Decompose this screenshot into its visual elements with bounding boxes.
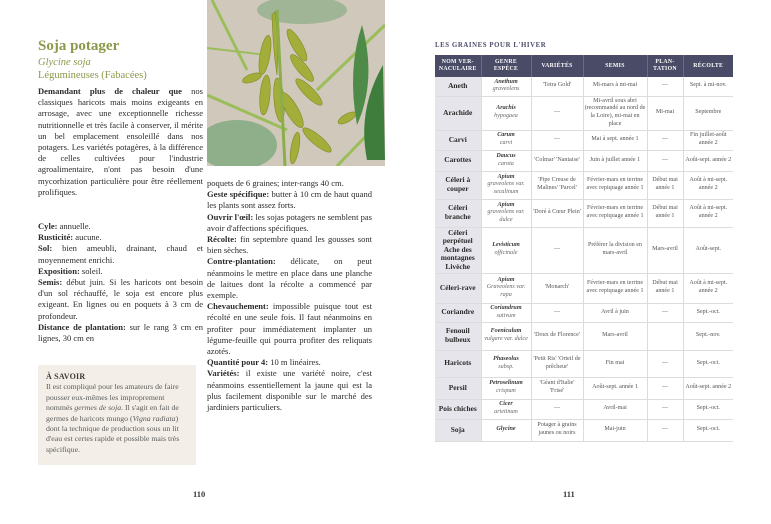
header-recolte: RÉCOLTE: [683, 55, 733, 77]
spec-semis: [38, 277, 203, 322]
cell-semis: Juin à juillet année 1: [583, 150, 647, 171]
cell-species: arietinum: [494, 409, 518, 415]
cell-genus: Arachis: [496, 105, 516, 112]
intro-body: nos classiques haricots mais moins exigeants en arrosage, avec une exceptionnelle richesse nutritionnelle et très facile à conserver, il mérite un bel emplacement ensoleillé dans nos potagers. Les variétés potagères, à la différence de celles cultivées pour l'industrie agroalimentaire, n'ont pas besoin d'une mycorhization particulière pour être réellement prolifiques.: [38, 86, 203, 197]
header-plantation: PLAN-TATION: [647, 55, 683, 77]
a-savoir-italic: Vigna radiata: [132, 413, 176, 423]
cell-name: Céleri perpétuel Ache des montagnes Livèche: [435, 227, 481, 273]
intro-paragraph: [38, 86, 203, 198]
cell-semis: Avril à juin: [583, 303, 647, 322]
cell-species: carota: [498, 160, 514, 167]
cell-name: Céleri-rave: [435, 273, 481, 303]
cell-genre-espece: [481, 303, 531, 322]
spec-label: Cyle:: [38, 221, 58, 231]
cell-genre-espece: [481, 377, 531, 399]
cell-genus: Levisticum: [492, 242, 520, 249]
cell-name: Haricots: [435, 350, 481, 377]
cell-genre-espece: [481, 350, 531, 377]
cell-varietes: —: [531, 96, 583, 130]
a-savoir-text: [46, 382, 188, 455]
cell-species: graveolens: [492, 86, 520, 93]
cell-species: sativum: [496, 312, 516, 319]
cell-plantation: [647, 322, 683, 350]
table-row: [435, 150, 733, 171]
cell-genre-espece: [481, 77, 531, 96]
cell-name: Céleri à couper: [435, 171, 481, 199]
spec-value: début juin. Si les haricots ont besoin d'un sol réchauffé, le soja est encore plus exigeant. En lignes ou en poquets à 3 cm de profondeur.: [38, 277, 203, 321]
table-body: [435, 77, 733, 441]
cell-semis: Mai-juin: [583, 419, 647, 441]
cell-semis: Août-sept. année 1: [583, 377, 647, 399]
spec-rusticite: [38, 232, 203, 243]
cell-plantation: Début mai année 1: [647, 171, 683, 199]
cell-name: Persil: [435, 377, 481, 399]
spec-varietes: [207, 368, 372, 413]
cell-semis: Mi-mars à mi-mai: [583, 77, 647, 96]
table-row: [435, 303, 733, 322]
cell-genus: Coriandrum: [490, 304, 522, 311]
cell-plantation: —: [647, 303, 683, 322]
cell-recolte: Septembre: [683, 96, 733, 130]
cell-recolte: Sept.-oct.: [683, 419, 733, 441]
a-savoir-box: [38, 365, 196, 465]
cell-plantation: Mars-avril: [647, 227, 683, 273]
cell-genre-espece: [481, 199, 531, 227]
cell-recolte: Sept.-oct.: [683, 303, 733, 322]
cell-name: Arachide: [435, 96, 481, 130]
table-row: [435, 171, 733, 199]
cell-genus: Apium: [497, 276, 515, 283]
cell-plantation: —: [647, 399, 683, 419]
cell-species: graveolens var. dulce: [487, 209, 525, 223]
header-varietes: VARIÉTÉS: [531, 55, 583, 77]
spec-chevauchement: [207, 301, 372, 357]
spec-geste: [207, 189, 372, 211]
spec-value: délicate, on peut néanmoins le mettre en place dans une planche de laitues dont la récolte a commencé par exemple.: [207, 256, 372, 301]
table-row: [435, 199, 733, 227]
header-nom-vernaculaire: NOM VER-NACULAIRE: [435, 55, 481, 77]
header-semis: SEMIS: [583, 55, 647, 77]
plant-title-block: [38, 38, 203, 82]
cell-genre-espece: [481, 419, 531, 441]
cell-genre-espece: [481, 96, 531, 130]
page-number-right: 111: [563, 489, 575, 499]
cell-genre-espece: [481, 227, 531, 273]
spec-label: Contre-plantation:: [207, 256, 276, 267]
cell-recolte: Août-sept. année 2: [683, 150, 733, 171]
cell-name: Soja: [435, 419, 481, 441]
cell-recolte: Août à mi-sept. année 2: [683, 199, 733, 227]
spec-label: Sol:: [38, 243, 53, 254]
cell-genre-espece: [481, 130, 531, 150]
table-row: [435, 322, 733, 350]
spec-distance: [38, 322, 203, 344]
a-savoir-italic: germes de soja: [74, 403, 122, 413]
table-row: [435, 399, 733, 419]
seeds-table: [435, 55, 733, 442]
spec-cycle: [38, 221, 203, 232]
soybean-photo: [207, 0, 385, 166]
spec-value: 10 m linéaires.: [268, 357, 321, 368]
cell-recolte: Août à mi-sept. année 2: [683, 171, 733, 199]
page-title: Soja potager: [38, 38, 120, 54]
cell-genus: Apium: [497, 173, 515, 180]
cell-varietes: —: [531, 303, 583, 322]
table-row: [435, 350, 733, 377]
spec-value: fin septembre quand les gousses sont bien sèches.: [207, 234, 372, 256]
intro-lead: Demandant plus de chaleur que: [38, 86, 182, 96]
spec-ouvrir-oeil: [207, 212, 372, 234]
spec-value: les sojas potagers ne semblent pas avoir d'affections spécifiques.: [207, 211, 372, 233]
cell-genus: Cicer: [499, 401, 513, 408]
cell-name: Fenouil bulbeux: [435, 322, 481, 350]
spec-value: impossible puisque tout est récolté en une seule fois. Il faut néanmoins en profiter pour immédiatement implanter un légume-feuille qui pourra profiter des reliquats azotés.: [207, 301, 372, 357]
spec-value: butter à 10 cm de haut quand les plants sont assez forts.: [207, 189, 372, 211]
page-number-left: 110: [193, 489, 206, 499]
cell-name: Carvi: [435, 130, 481, 150]
cell-semis: Mai à sept. année 1: [583, 130, 647, 150]
cell-plantation: —: [647, 130, 683, 150]
cell-species: graveolens var. secalinum: [487, 181, 525, 195]
cell-varietes: —: [531, 227, 583, 273]
cell-genre-espece: [481, 399, 531, 419]
cell-semis: Mi-avril sous abri (recommandé au nord de la Loire), mi-mai en place: [583, 96, 647, 130]
cell-name: Coriandre: [435, 303, 481, 322]
cell-plantation: Mi-mai: [647, 96, 683, 130]
spec-recolte: [207, 234, 372, 256]
spec-value: bien ameubli, drainant, chaud et moyennement enrichi.: [38, 243, 203, 265]
table-row: [435, 77, 733, 96]
cell-varietes: —: [531, 399, 583, 419]
cell-genus: Foeniculum: [490, 328, 522, 335]
spec-quantite: [207, 357, 372, 368]
latin-name: Glycine soja: [38, 57, 91, 68]
specs-column-2: [207, 178, 372, 413]
cell-genus: Daucus: [496, 152, 516, 159]
cell-species: Graveolens var. rapa: [486, 284, 526, 298]
cell-genre-espece: [481, 273, 531, 303]
cell-species: hypogaea: [494, 113, 518, 119]
section-title: LES GRAINES POUR L'HIVER: [435, 42, 547, 49]
cell-genus: Glycine: [496, 426, 516, 433]
cell-plantation: —: [647, 419, 683, 441]
spec-label: Distance de plantation:: [38, 321, 126, 332]
spec-value: aucune.: [73, 232, 102, 243]
spec-exposition: [38, 266, 203, 277]
cell-varietes: 'Monarch': [531, 273, 583, 303]
cell-varietes: 'Doux de Florence': [531, 322, 583, 350]
table-row: [435, 377, 733, 399]
cell-recolte: Août-sept.: [683, 227, 733, 273]
spec-value: soleil.: [79, 265, 103, 276]
cell-plantation: Début mai année 1: [647, 199, 683, 227]
spec-sol: [38, 243, 203, 265]
table-row: [435, 419, 733, 441]
spec-label: Exposition:: [38, 265, 80, 276]
cell-varietes: 'Doré à Cœur Plein': [531, 199, 583, 227]
cell-species: subsp.: [498, 363, 514, 370]
cell-genre-espece: [481, 171, 531, 199]
spec-label: Variétés:: [207, 368, 240, 379]
specs-column-1: [38, 221, 203, 344]
table-row: [435, 130, 733, 150]
spec-label: Rusticité:: [38, 232, 74, 243]
spec-label: Récolte:: [207, 234, 237, 245]
cell-genus: Apium: [497, 201, 515, 208]
table-header-row: [435, 55, 733, 77]
cell-genus: Phaseolus: [493, 355, 519, 362]
spec-label: Quantité pour 4:: [207, 357, 269, 368]
a-savoir-title: À SAVOIR: [46, 372, 86, 381]
spec-label: Semis:: [38, 277, 63, 288]
table-row: [435, 96, 733, 130]
spec-label: Chevauchement:: [207, 301, 269, 312]
cell-recolte: Sept.-oct.: [683, 399, 733, 419]
cell-name: Aneth: [435, 77, 481, 96]
left-page: [0, 0, 385, 524]
table-row: [435, 273, 733, 303]
cell-recolte: Sept.-oct.: [683, 350, 733, 377]
header-genre-espece: GENRE ESPÈCE: [481, 55, 531, 77]
cell-plantation: Début mai année 1: [647, 273, 683, 303]
a-savoir-text-part: Il est compliqué pour les amateurs de faire pousser eux-mêmes les improprement nommés: [46, 382, 179, 413]
cell-name: Pois chiches: [435, 399, 481, 419]
cell-genre-espece: [481, 322, 531, 350]
cell-recolte: Août-sept. année 2: [683, 377, 733, 399]
cell-recolte: Sept.-nov.: [683, 322, 733, 350]
spec-distance-continued: poquets de 6 graines; inter-rangs 40 cm.: [207, 178, 344, 188]
plant-family: Légumineuses (Fabacées): [38, 70, 147, 81]
cell-species: officinale: [494, 250, 518, 256]
spec-contre-plantation: [207, 256, 372, 301]
a-savoir-text-part: . Il s'agit en fait de germes de haricots mungo (: [46, 403, 179, 423]
cell-semis: Mars-avril: [583, 322, 647, 350]
cell-varietes: 'Pipe Creuse de Malines' 'Parcel': [531, 171, 583, 199]
spec-value: annuelle.: [57, 221, 91, 231]
cell-genus: Carum: [497, 132, 515, 139]
spec-label: Ouvrir l'œil:: [207, 211, 254, 222]
cell-semis: Février-mars en terrine avec repiquage année 1: [583, 199, 647, 227]
cell-plantation: —: [647, 350, 683, 377]
soybean-pods-image: [207, 0, 385, 166]
cell-species: carvi: [499, 140, 513, 146]
spec-label: Geste spécifique:: [207, 189, 270, 200]
cell-semis: Février-mars en terrine avec repiquage année 1: [583, 273, 647, 303]
cell-varietes: 'Géant d'Italie' 'Frisé': [531, 377, 583, 399]
cell-varietes: 'Tetra Gold': [531, 77, 583, 96]
cell-plantation: —: [647, 377, 683, 399]
cell-varietes: 'Petit Ris' 'Orteil de prêcheur': [531, 350, 583, 377]
spec-value: il existe une variété noire, c'est néanmoins essentiellement la jaune qui est la plus facilement disponible sur le marché des jardiniers particuliers.: [207, 368, 372, 413]
cell-genus: Petroselinum: [489, 380, 523, 387]
cell-name: Céleri branche: [435, 199, 481, 227]
cell-recolte: Août à mi-sept. année 2: [683, 273, 733, 303]
cell-semis: Préférer la division en mars-avril: [583, 227, 647, 273]
cell-semis: Avril-mai: [583, 399, 647, 419]
cell-genre-espece: [481, 150, 531, 171]
a-savoir-text-part: ) dont la technique de production sous un lit d'eau est certes rapide et possible mais très spécifique.: [46, 413, 180, 454]
cell-recolte: Sept. à mi-nov.: [683, 77, 733, 96]
cell-varietes: —: [531, 130, 583, 150]
cell-species: crispum: [496, 388, 516, 394]
cell-varietes: Potager à grains jaunes ou noirs: [531, 419, 583, 441]
cell-genus: Anethum: [494, 78, 518, 85]
cell-semis: Fin mai: [583, 350, 647, 377]
table-row: [435, 227, 733, 273]
spec-value: sur le rang 3 cm en lignes, 30 cm en: [38, 321, 203, 344]
cell-plantation: —: [647, 150, 683, 171]
cell-semis: Février-mars en terrine avec repiquage année 1: [583, 171, 647, 199]
cell-plantation: —: [647, 77, 683, 96]
cell-name: Carottes: [435, 150, 481, 171]
cell-varietes: 'Colmar' 'Nantaise': [531, 150, 583, 171]
cell-species: vulgare var. dulce: [484, 336, 528, 342]
cell-recolte: Fin juillet-août année 2: [683, 130, 733, 150]
